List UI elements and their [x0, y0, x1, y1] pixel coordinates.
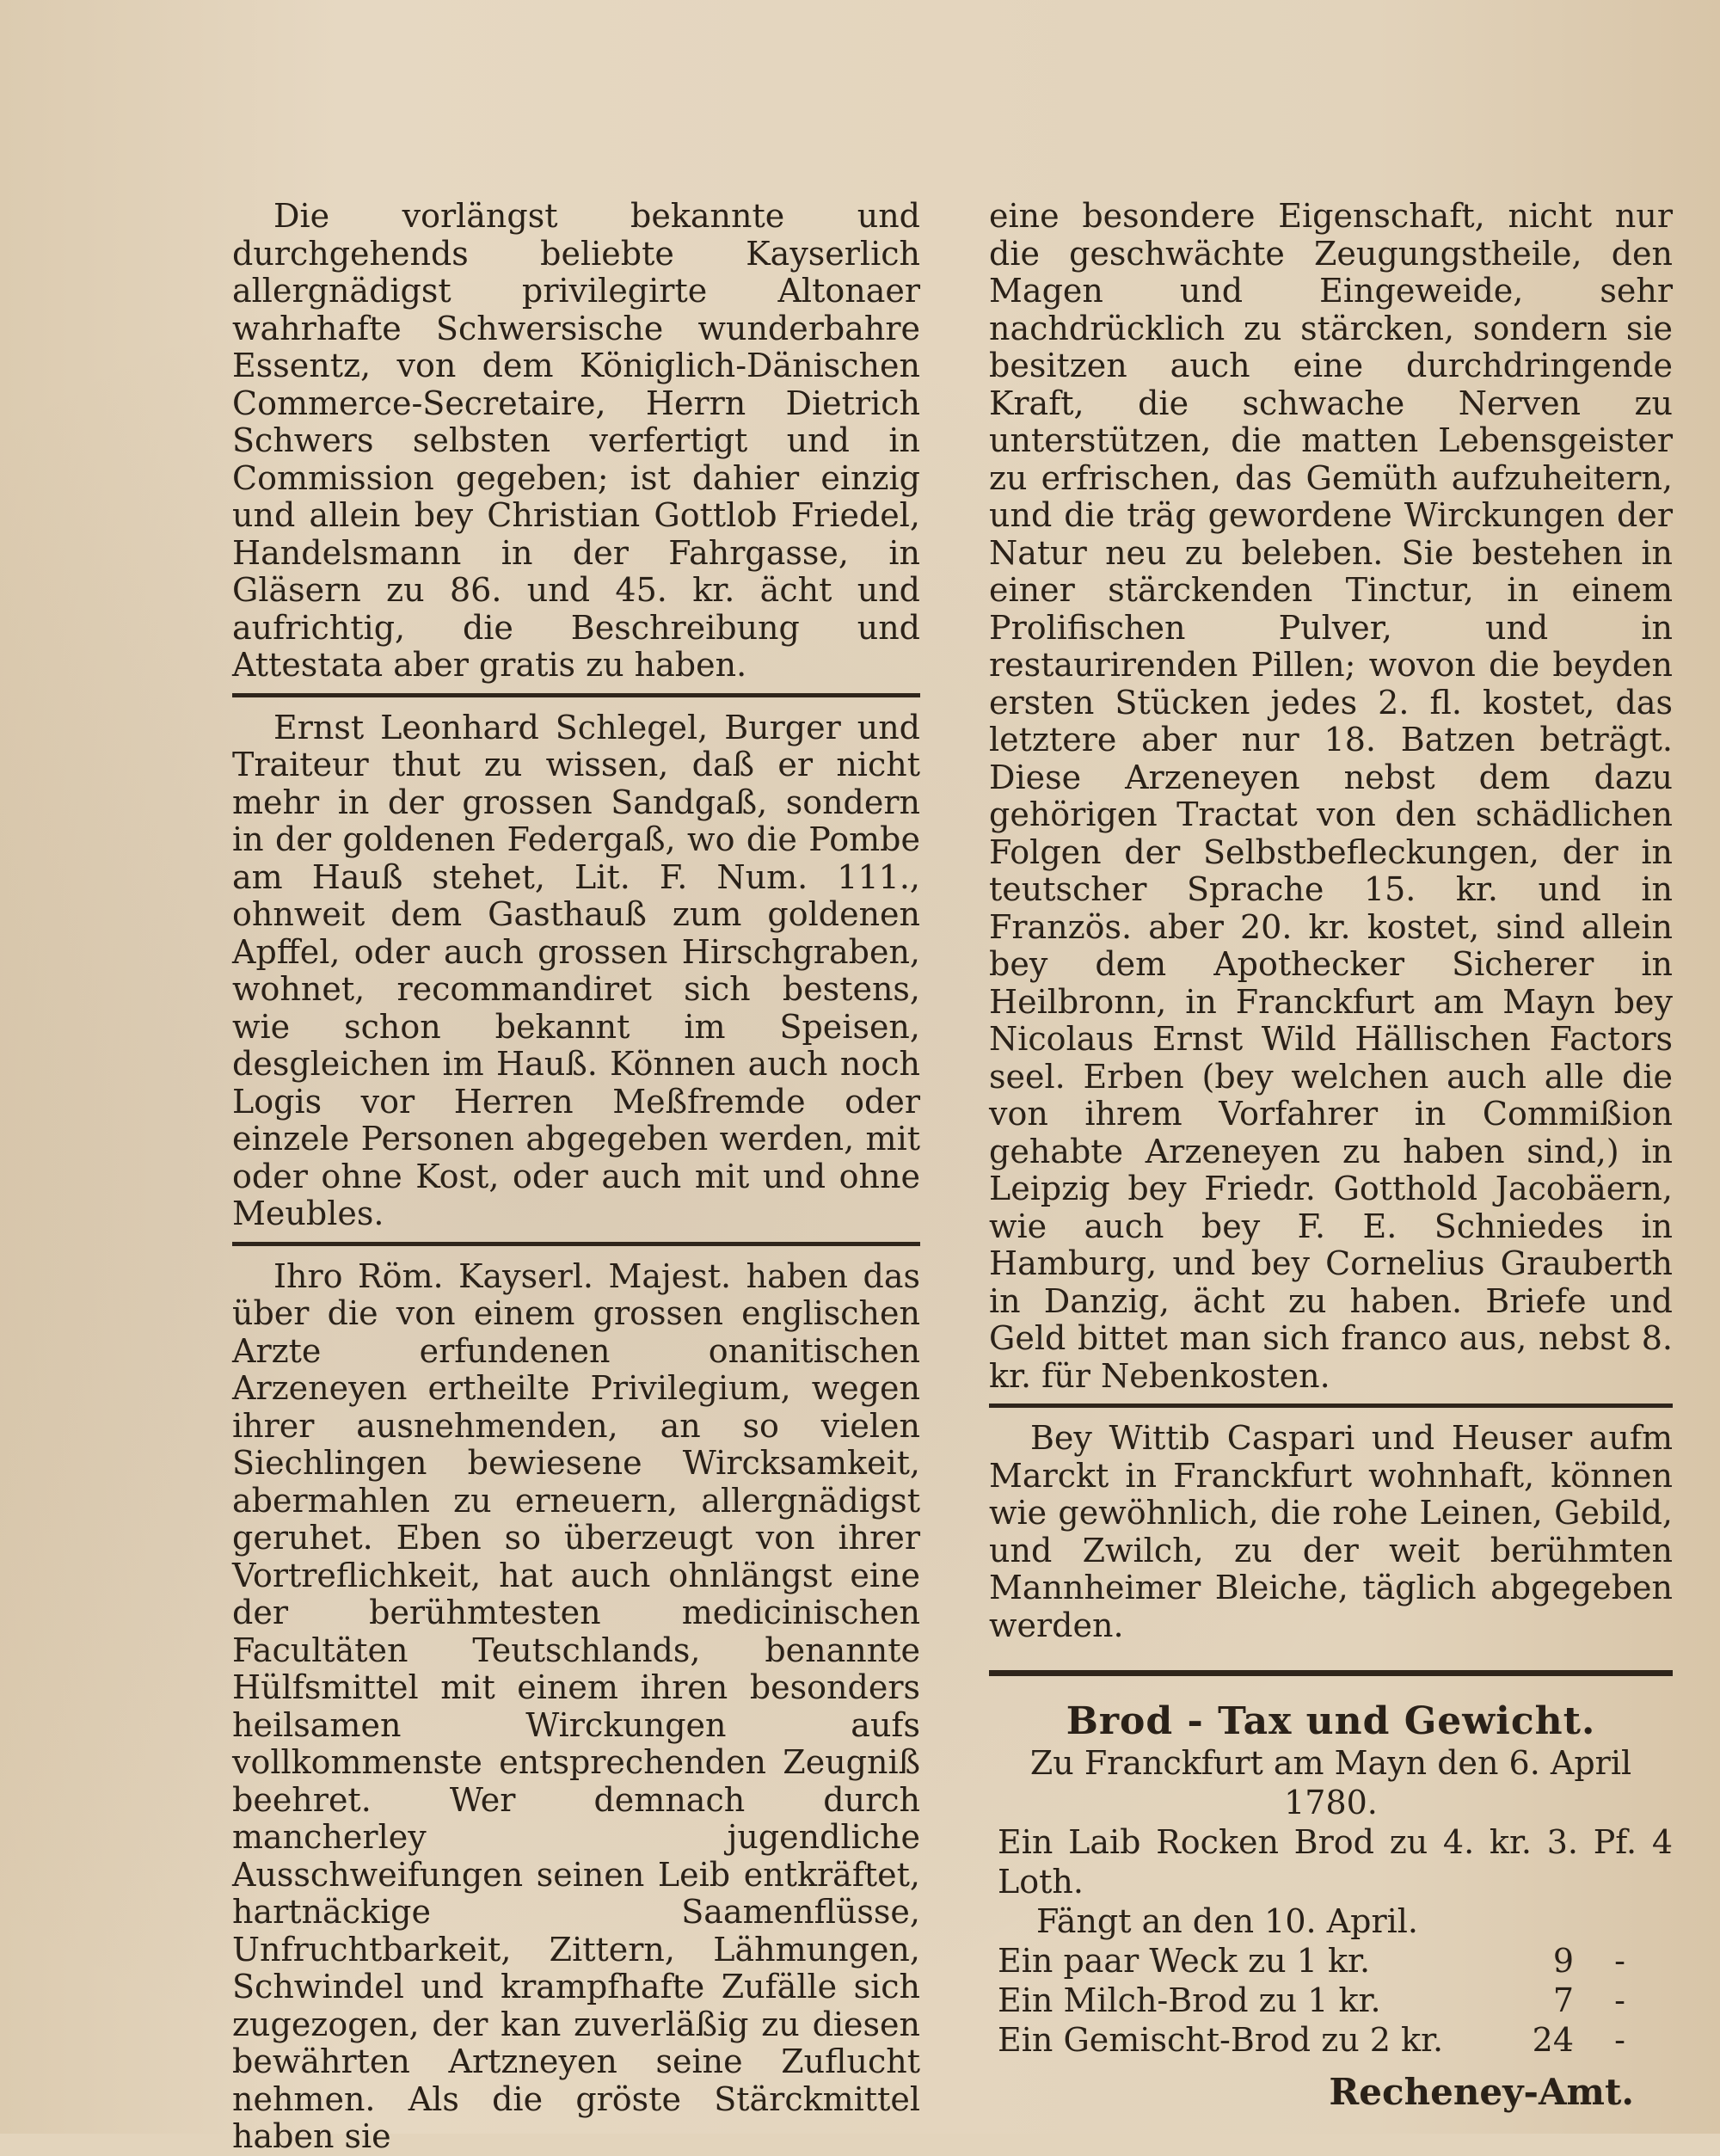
advertisement-essence: Die vorlängst bekannte und durchgehends beliebte Kayserlich allergnädigst privilegirte Altonaer wahrhafte Schwersische wunderbahre Essentz, von dem Königlich-Dänischen Commerce-Secretaire, Herrn Dietrich Schwers selbsten verfertigt und in Commission gegeben; ist dahier einzig und allein bey Christian Gottlob Friedel, Handelsmann in der Fahrgasse, in Gläsern zu 86. und 45. kr. ächt und aufrichtig, die Beschreibung und Attestata aber gratis zu haben. [232, 197, 920, 684]
table-row [989, 1981, 1673, 2020]
bread-table-title: Brod - Tax und Gewicht. [1066, 1699, 1596, 1743]
divider [989, 1404, 1673, 1408]
divider-thick [989, 1670, 1673, 1676]
row-value: 7 [1552, 1981, 1574, 2019]
table-row [989, 2020, 1673, 2060]
rye-bread-line: Ein Laib Rocken Brod zu 4. kr. 3. Pf. 4 Loth. [998, 1823, 1673, 1901]
row-mark: - [1614, 1981, 1625, 2019]
row-value: 24 [1532, 2021, 1574, 2059]
row-item: Ein paar Weck zu 1 kr. [998, 1942, 1371, 1980]
row-value: 9 [1552, 1942, 1574, 1980]
advertisement-bleaching: Bey Wittib Caspari und Heuser aufm Marckt in Franckfurt wohnhaft, können wie gewöhnlich, die rohe Leinen, Gebild, und Zwilch, zu der weit berühmten Mannheimer Bleiche, täglich abgegeben werden. [989, 1419, 1673, 1644]
row-mark: - [1614, 2021, 1625, 2059]
row-item: Ein Milch-Brod zu 1 kr. [998, 1981, 1381, 2019]
bread-table-date: Zu Franckfurt am Mayn den 6. April 1780. [1029, 1744, 1632, 1821]
divider [232, 1242, 920, 1246]
bread-price-table [989, 1700, 1673, 2118]
bread-table-intro [989, 1822, 1673, 1941]
table-row [989, 1941, 1673, 1981]
advertisement-medicine-continued: eine besondere Eigenschaft, nicht nur die geschwächte Zeugungstheile, den Magen und Eingeweide, sehr nachdrücklich zu stärcken, sondern sie besitzen auch eine durchdringende Kraft, die schwache Nerven zu unterstützen, die matten Lebensgeister zu erfrischen, das Gemüth aufzuheitern, und die träg gewordene Wirckungen der Natur neu zu beleben. Sie bestehen in einer stärckenden Tinctur, in einem Prolifischen Pulver, und in restaurirenden Pillen; wovon die beyden ersten Stücken jedes 2. fl. kostet, das letztere aber nur 18. Batzen beträgt. Diese Arzeneyen nebst dem dazu gehörigen Tractat von den schädlichen Folgen der Selbstbefleckungen, der in teutscher Sprache 15. kr. und in Französ. aber 20. kr. kostet, sind allein bey dem Apothecker Sicherer in Heilbronn, in Franckfurt am Mayn bey Nicolaus Ernst Wild Hällischen Factors seel. Erben (bey welchen auch alle die von ihrem Vorfahrer in Commißion gehabte Arzeneyen zu haben sind,) in Leipzig bey Friedr. Gotthold Jacobäern, wie auch bey F. E. Schniedes in Hamburg, und bey Cornelius Grauberth in Danzig, ächt zu haben. Briefe und Geld bittet man sich franco aus, nebst 8. kr. für Nebenkosten. [989, 197, 1673, 1395]
advertisement-traiteur: Ernst Leonhard Schlegel, Burger und Traiteur thut zu wissen, daß er nicht mehr in der grossen Sandgaß, sondern in der goldenen Federgaß, wo die Pombe am Hauß stehet, Lit. F. Num. 111., ohnweit dem Gasthauß zum goldenen Apffel, oder auch grossen Hirschgraben, wohnet, recommandiret sich bestens, wie schon bekannt im Speisen, desgleichen im Hauß. Können auch noch Logis vor Herren Meßfremde oder einzele Personen abgegeben werden, mit oder ohne Kost, oder auch mit und ohne Meubles. [232, 708, 920, 1232]
row-item: Ein Gemischt-Brod zu 2 kr. [998, 2021, 1444, 2059]
divider [232, 693, 920, 697]
right-column [989, 198, 1673, 2118]
signature: Recheney-Amt. [1329, 2071, 1634, 2113]
advertisement-medicine: Ihro Röm. Kayserl. Majest. haben das über die von einem grossen englischen Arzte erfundenen onanitischen Arzeneyen ertheilte Privilegium, wegen ihrer ausnehmenden, an so vielen Siechlingen bewiesene Wircksamkeit, abermahlen zu erneuern, allergnädigst geruhet. Eben so überzeugt von ihrer Vortreflichkeit, hat auch ohnlängst eine der berühmtesten medicinischen Facultäten Teutschlands, benannte Hülfsmittel mit einem ihren besonders heilsamen Wirckungen aufs vollkommenste entsprechenden Zeugniß beehret. Wer demnach durch mancherley jugendliche Ausschweifungen seinen Leib entkräftet, hartnäckige Saamenflüsse, Unfruchtbarkeit, Zittern, Lähmungen, Schwindel und krampfhafte Zufälle sich zugezogen, der kan zuverläßig zu diesen bewährten Artzneyen seine Zuflucht nehmen. Als die gröste Stärckmittel haben sie [232, 1256, 920, 2155]
left-column [232, 198, 920, 2156]
start-date-line: Fängt an den 10. April. [1036, 1902, 1418, 1940]
row-mark: - [1614, 1942, 1625, 1980]
